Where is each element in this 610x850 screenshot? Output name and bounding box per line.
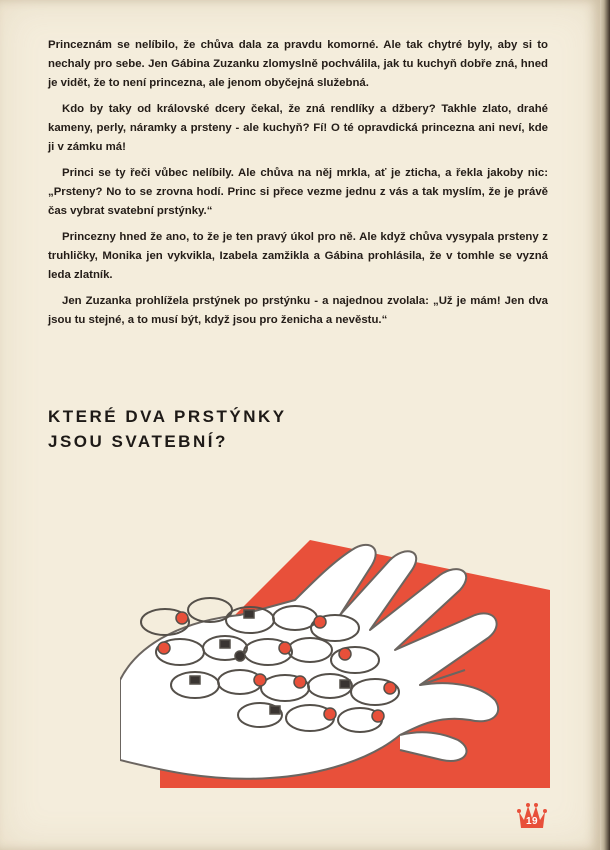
red-gem <box>339 648 351 660</box>
story-paragraph: Princi se ty řeči vůbec nelíbily. Ale chůva na něj mrkla, ať je zticha, a řekla jakoby nic: „Prsteny? No to se zrovna hodí. Princ si přece vezme jednu z vás a tak myslím, že je právě čas vybrat svatební prstýnky.“ <box>48 167 548 217</box>
red-gem <box>384 682 396 694</box>
red-gem <box>158 642 170 654</box>
story-paragraph: Kdo by taky od královské dcery čekal, že zná rendlíky a džbery? Takhle zlato, drahé kameny, perly, náramky a prsteny - ale kuchyň? Fí! O té opravdická princezna ani neví, kde ji v zámku má! <box>48 103 548 153</box>
dark-gem <box>340 680 350 688</box>
page-edge <box>600 0 610 850</box>
red-gem <box>324 708 336 720</box>
page-number-badge <box>516 800 548 832</box>
dark-gem <box>235 651 245 661</box>
story-paragraph: Princeznám se nelíbilo, že chůva dala za pravdu komorné. Ale tak chytré byly, aby si to nechaly pro sebe. Jen Gábina Zuzanku zlomyslně pochválila, jak tu kuchyň dobře zná, hned je vidět, že to není princezna, ale jenom obyčejná služebná. <box>48 39 548 89</box>
puzzle-question <box>48 404 287 454</box>
question-line-1: KTERÉ DVA PRSTÝNKY <box>48 407 287 426</box>
red-gem <box>279 642 291 654</box>
story-paragraph: Jen Zuzanka prohlížela prstýnek po prstýnku - a najednou zvolala: „Už je mám! Jen dva jsou tu stejné, a to musí být, když jsou pro ženicha a nevěstu.“ <box>48 295 548 326</box>
dark-gem <box>190 676 200 684</box>
hand-with-rings-illustration <box>120 520 550 790</box>
red-gem <box>176 612 188 624</box>
story-text <box>48 36 548 337</box>
red-gem <box>294 676 306 688</box>
question-line-2: JSOU SVATEBNÍ? <box>48 432 228 451</box>
red-gem <box>372 710 384 722</box>
dark-gem <box>270 706 280 714</box>
story-paragraph: Princezny hned že ano, to že je ten pravý úkol pro ně. Ale když chůva vysypala prsteny z truhličky, Monika jen vykvikla, Izabela zamžikla a Gábina prohlásila, že v tomhle se vyzná leda zlatník. <box>48 231 548 281</box>
red-gem <box>254 674 266 686</box>
red-gem <box>314 616 326 628</box>
dark-gem <box>244 610 254 618</box>
dark-gem <box>220 640 230 648</box>
page-number: 19 <box>525 816 539 827</box>
